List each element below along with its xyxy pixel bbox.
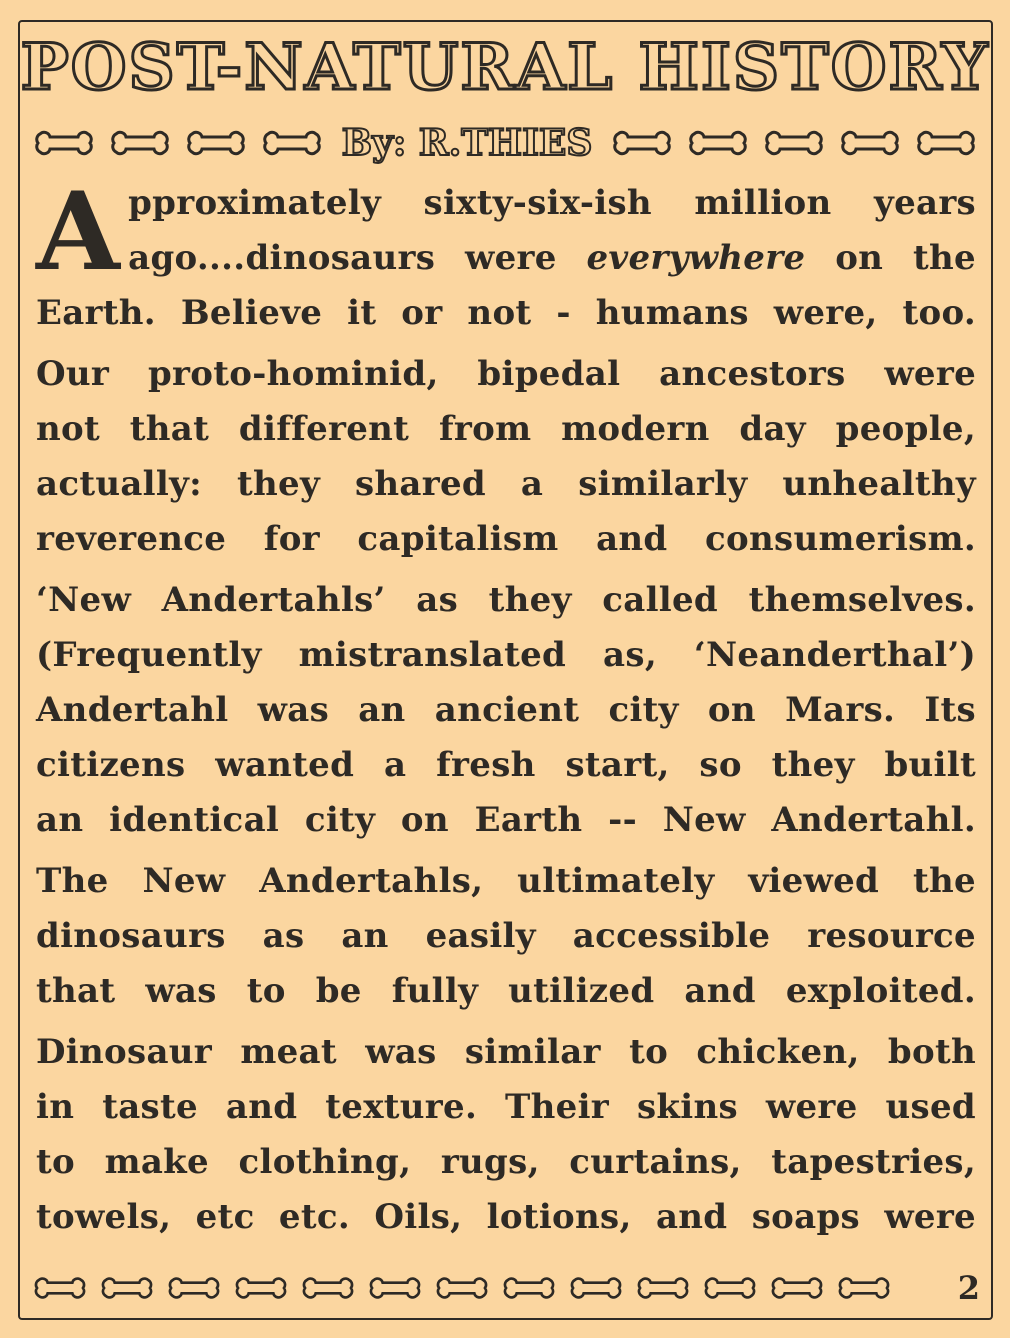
bone-icon [912,130,980,156]
emphasis: everywhere [586,238,806,278]
paragraph-1 [36,169,976,341]
bone-icon [30,130,98,156]
page-title: POST-NATURAL HISTORY [20,30,990,105]
drop-cap: A [36,169,121,295]
bone-icon [608,130,676,156]
bone-icon [231,1276,291,1300]
article-body [36,169,976,1251]
bone-icon [700,1276,760,1300]
text-line: (Frequently mistranslated as, ‘Neanderthal’) [36,635,976,675]
text-line: pproximately sixty-six-ish million years [128,183,976,223]
byline-row [30,120,980,166]
page-number: 2 [957,1269,980,1307]
bone-icon [834,1276,894,1300]
byline: By: R.THIES [341,122,593,164]
text-line: dinosaurs as an easily accessible resource [36,916,976,956]
text-line: that was to be fully utilized and exploited. [36,971,976,1011]
text-line: citizens wanted a fresh start, so they built [36,745,976,785]
text-line: not that different from modern day people, [36,409,976,449]
bone-icon [106,130,174,156]
bone-icon [566,1276,626,1300]
bone-divider-right [608,130,980,156]
bone-icon [499,1276,559,1300]
paragraph-5 [36,1025,976,1245]
text-line: ‘New Andertahls’ as they called themselves. [36,580,976,620]
text-span: on the [805,238,976,278]
bone-icon [633,1276,693,1300]
text-line: Dinosaur meat was similar to chicken, both [36,1032,976,1072]
text-span: ago....dinosaurs were [128,238,587,278]
paragraph-3 [36,573,976,848]
bone-icon [258,130,326,156]
text-line: to make clothing, rugs, curtains, tapestries, [36,1142,976,1182]
text-line: actually: they shared a similarly unhealthy [36,464,976,504]
text-line: reverence for capitalism and consumerism. [36,519,976,559]
paragraph-2 [36,347,976,567]
bone-icon [97,1276,157,1300]
bone-icon [767,1276,827,1300]
bone-icon [164,1276,224,1300]
text-line: Andertahl was an ancient city on Mars. Its [36,690,976,730]
bone-icon [298,1276,358,1300]
bone-icon [182,130,250,156]
text-line: towels, etc etc. Oils, lotions, and soaps were [36,1197,976,1237]
bone-divider-footer [30,1276,894,1300]
footer-row [30,1270,980,1306]
text-line: in taste and texture. Their skins were used [36,1087,976,1127]
text-line: Earth. Believe it or not - humans were, too. [36,293,976,333]
bone-icon [684,130,752,156]
paragraph-4 [36,854,976,1019]
text-line: The New Andertahls, ultimately viewed the [36,861,976,901]
text-line [36,231,976,286]
bone-icon [836,130,904,156]
text-line: Our proto-hominid, bipedal ancestors were [36,354,976,394]
bone-icon [30,1276,90,1300]
bone-divider-left [30,130,326,156]
text-line: an identical city on Earth -- New Andertahl. [36,800,976,840]
bone-icon [432,1276,492,1300]
bone-icon [760,130,828,156]
bone-icon [365,1276,425,1300]
